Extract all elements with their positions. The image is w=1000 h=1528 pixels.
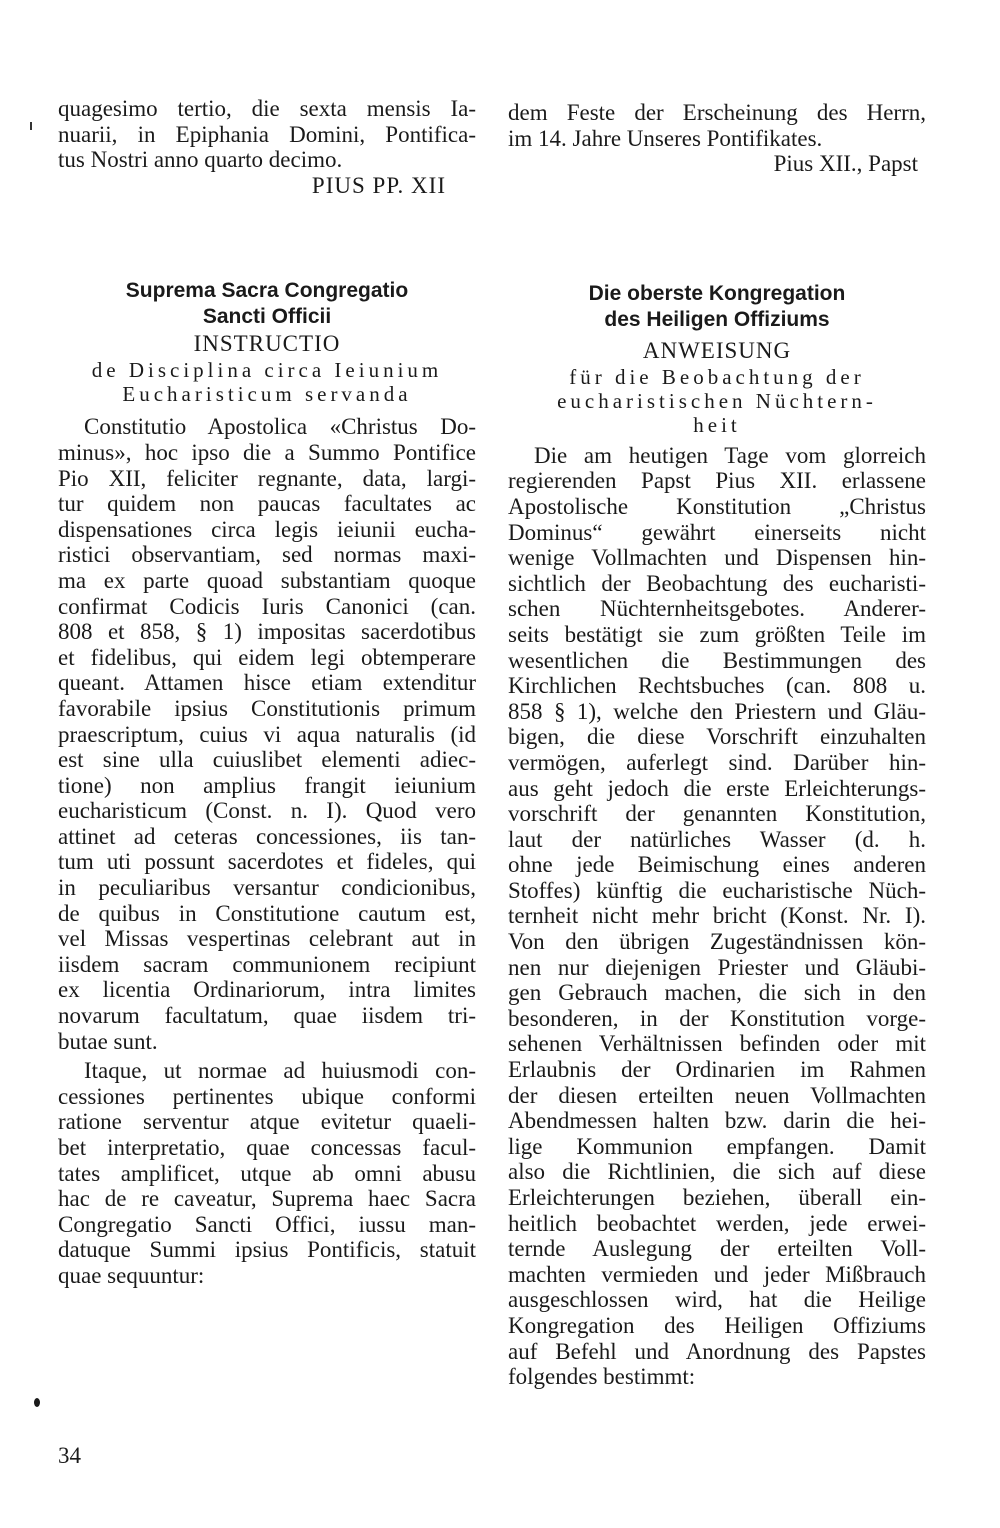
text-line: quae sequuntur: [58,1262,205,1288]
text-line: sichtlich der Beobachtung des eucharisti- [508,570,926,596]
heading-line: des Heiligen Offiziums [604,307,830,331]
text-line: regierenden Papst Pius XII. erlassene [508,468,926,494]
latin-subtitle [58,358,476,406]
german-subtitle [508,365,926,437]
text-line: datuque Summi ipsius Pontificis, statuit [58,1237,476,1263]
latin-carryover [58,96,476,173]
text-line: Itaque, ut normae ad huiusmodi con- [84,1058,476,1084]
latin-doc-type: INSTRUCTIO [193,331,341,357]
text-line: schen Nüchternheitsgebotes. Anderer- [508,596,926,622]
text-line: folgendes bestimmt: [508,1364,696,1390]
text-line: Pio XII, feliciter regnante, data, largi- [58,465,476,491]
text-line: bet interpretatio, quae concessas facul- [58,1135,476,1160]
text-line: Congregatio Sancti Offici, iussu man- [58,1211,476,1237]
text-line: dem Feste der Erscheinung des Herrn, [508,100,926,125]
text-line: attinet ad ceteras concessiones, iis tan- [58,823,476,849]
german-column [508,100,926,1390]
text-line: dispensationes circa legis ieiunii eucha- [58,516,476,542]
text-line: Kirchlichen Rechtsbuches (can. 808 u. [508,673,926,699]
text-line: butae sunt. [58,1028,158,1054]
latin-column [58,96,476,1289]
text-line: praescriptum, cuius vi aqua naturalis (id [58,721,476,747]
heading-line: Sancti Officii [202,305,332,329]
text-line: 858 § 1), welche den Priestern und Gläu- [508,698,926,724]
latin-heading [58,278,476,330]
page-number: 34 [58,1443,81,1468]
text-line: aus geht jedoch die erste Erleichterungs- [508,775,926,801]
text-line: der diesen erteilten neuen Vollmachten [508,1082,926,1108]
text-line: eucharisticum (Const. n. I). Quod vero [58,798,476,824]
subtitle-line: Eucharisticum servanda [122,382,412,407]
text-line: confirmat Codicis Iuris Canonici (can. [58,593,476,619]
text-line: queant. Attamen hisce etiam extenditur [58,670,476,696]
subtitle-line: für die Beobachtung der [569,364,865,389]
text-line: also die Richtlinien, die sich auf diese [508,1159,926,1185]
text-line: Constitutio Apostolica «Christus Do- [84,414,476,440]
text-line: Von den übrigen Zugeständnissen kön- [508,929,926,955]
text-line: Stoffes) künftig die eucharistische Nüch- [508,877,926,903]
text-line: Apostolische Konstitution „Christus [508,493,926,519]
text-line: vorschrift der genannten Konstitution, [508,801,926,827]
text-line: iisdem sacram communionem recipiunt [58,951,476,977]
text-line: Kongregation des Heiligen Offiziums [508,1312,926,1338]
text-line: quagesimo tertio, die sexta mensis Ia- [58,96,476,121]
text-line: tione) non amplius frangit ieiunium [58,772,476,798]
text-line: de quibus in Constitutione cautum est, [58,900,476,926]
text-line: ternde Auslegung der erteilten Voll- [508,1236,926,1262]
subtitle-line: de Disciplina circa Ieiunium [91,358,443,383]
text-line: vermögen, auferlegt sind. Darüber hin- [508,749,926,775]
text-line: favorabile ipsius Constitutionis primum [58,695,476,721]
subtitle-line: eucharistischen Nüchtern- [557,388,877,413]
text-line: tus Nostri anno quarto decimo. [58,147,343,173]
heading-line: Suprema Sacra Congregatio [125,279,409,303]
text-line: vel Missas vespertinas celebrant aut in [58,926,476,952]
text-line: Erlaubnis der Ordinarien im Rahmen [508,1057,926,1083]
text-line: tates amplificet, utque ab omni abusu [58,1160,476,1186]
text-line: ristici observantiam, sed normas maxi- [58,542,476,568]
text-line: gen Gebrauch machen, die sich in den [508,980,926,1006]
text-line: ratione serventur atque evitetur quaeli- [58,1109,476,1135]
text-line: nuarii, in Epiphania Domini, Pontifica- [58,121,476,147]
text-line: Die am heutigen Tage vom glorreich [534,442,926,468]
text-line: seits bestätigt sie zum größten Teile im [508,621,926,647]
german-carryover [508,100,926,151]
subtitle-line: heit [693,412,741,437]
text-line: ternheit nicht mehr bricht (Konst. Nr. I). [508,903,926,929]
text-line: in peculiaribus versantur condicionibus, [58,875,476,901]
text-line: hac de re caveatur, Suprema haec Sacra [58,1186,476,1212]
text-line: tur quidem non paucas facultates ac [58,491,476,517]
text-line: sehenen Verhältnissen befinden oder mit [508,1031,926,1057]
text-line: wesentlichen die Bestimmungen des [508,647,926,673]
latin-paragraph-1 [58,414,476,1054]
text-line: wenige Vollmachten und Dispensen hin- [508,545,926,571]
text-line: cessiones pertinentes ubique conformi [58,1083,476,1109]
german-heading [508,281,926,333]
text-line: auf Befehl und Anordnung des Papstes [508,1338,926,1364]
text-line: nen nur diejenigen Priester und Gläubi- [508,954,926,980]
text-line: 808 et 858, § 1) impositas sacerdotibus [58,619,476,645]
ink-dot [34,1398,40,1407]
text-line: Abendmessen halten bzw. darin die hei- [508,1108,926,1134]
text-line: machten vermieden und jeder Mißbrauch [508,1261,926,1287]
latin-paragraph-2 [58,1058,476,1288]
text-line: im 14. Jahre Unseres Pontifikates. [508,125,823,151]
latin-signature: PIUS PP. XII [311,172,446,198]
text-line: est sine ulla cuiuslibet elementi adiec- [58,747,476,773]
text-line: et fidelibus, qui eidem legi obtemperare [58,644,476,670]
text-line: minus», hoc ipso die a Summo Pontifice [58,439,476,465]
text-line: ma ex parte quoad substantiam quoque [58,567,476,593]
text-line: ausgeschlossen wird, hat die Heilige [508,1287,926,1313]
heading-line: Die oberste Kongregation [588,281,846,305]
text-line: Erleichterungen beziehen, überall ein- [508,1185,926,1210]
text-line: heitlich beobachtet werden, jede erwei- [508,1210,926,1236]
text-line: Dominus“ gewährt einerseits nicht [508,519,926,545]
text-line: ohne jede Beimischung eines anderen [508,852,926,878]
text-line: besonderen, in der Konstitution vorge- [508,1005,926,1031]
text-line: laut der natürliches Wasser (d. h. [508,826,926,852]
text-line: lige Kommunion empfangen. Damit [508,1133,926,1159]
text-line: novarum facultatum, quae iisdem tri- [58,1003,476,1029]
text-line: ex licentia Ordinariorum, intra limites [58,977,476,1003]
text-line: tum uti possunt sacerdotes et fideles, qui [58,849,476,875]
german-signature: Pius XII., Papst [773,151,918,177]
text-line: bigen, die diese Vorschrift einzuhalten [508,724,926,750]
german-paragraph-1 [508,443,926,1390]
german-doc-type: ANWEISUNG [642,337,792,363]
margin-mark [30,122,32,130]
